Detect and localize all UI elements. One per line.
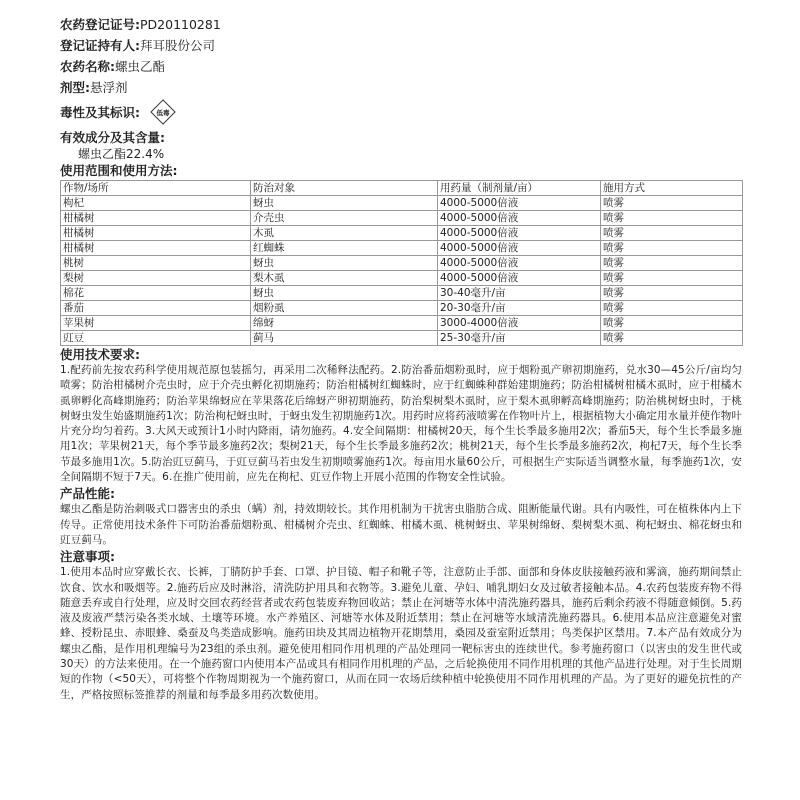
cell-crop: 柑橘树 <box>61 241 251 256</box>
table-row <box>61 301 743 316</box>
table-row <box>61 211 743 226</box>
cell-method: 喷雾 <box>601 196 743 211</box>
cell-crop: 番茄 <box>61 301 251 316</box>
cell-method: 喷雾 <box>601 286 743 301</box>
table-row <box>61 286 743 301</box>
toxicity-row: 毒性及其标识: 低毒 <box>60 98 742 126</box>
table-row <box>61 271 743 286</box>
cell-target: 蚜虫 <box>251 196 438 211</box>
cell-crop: 枸杞 <box>61 196 251 211</box>
table-row <box>61 331 743 346</box>
performance-text: 螺虫乙酯是防治刺吸式口器害虫的杀虫（螨）剂，持效期较长。其作用机制为干扰害虫脂肪合成、阻断能量代谢。具有内吸性，可在植株体内上下传导。正常使用技术条件下可防治番茄烟粉虱、柑橘树介壳虫、红蜘蛛、柑橘木虱、桃树蚜虫、苹果树绵蚜、梨树梨木虱、枸杞蚜虫、棉花蚜虫和豇豆蓟马。 <box>60 503 742 546</box>
cell-method: 喷雾 <box>601 211 743 226</box>
cell-crop: 棉花 <box>61 286 251 301</box>
cell-dosage: 4000-5000倍液 <box>438 226 601 241</box>
performance-title: 产品性能: <box>60 486 115 502</box>
header-crop: 作物/场所 <box>61 181 251 196</box>
cell-crop: 豇豆 <box>61 331 251 346</box>
table-row <box>61 256 743 271</box>
cell-dosage: 30-40毫升/亩 <box>438 286 601 301</box>
cell-target: 蚜虫 <box>251 256 438 271</box>
cell-method: 喷雾 <box>601 331 743 346</box>
pesticide-name: 农药名称:螺虫乙酯 <box>60 59 166 74</box>
cell-target: 绵蚜 <box>251 316 438 331</box>
header-method: 施用方式 <box>601 181 743 196</box>
precautions-title: 注意事项: <box>60 549 115 565</box>
cell-target: 蓟马 <box>251 331 438 346</box>
cell-dosage: 4000-5000倍液 <box>438 211 601 226</box>
header-dosage: 用药量（制剂量/亩） <box>438 181 601 196</box>
cell-dosage: 4000-5000倍液 <box>438 241 601 256</box>
table-row <box>61 196 743 211</box>
cell-target: 蚜虫 <box>251 286 438 301</box>
header-target: 防治对象 <box>251 181 438 196</box>
label-document <box>60 14 742 703</box>
cell-dosage: 4000-5000倍液 <box>438 271 601 286</box>
registration-number: 农药登记证号:PD20110281 <box>60 17 221 32</box>
cell-method: 喷雾 <box>601 241 743 256</box>
cell-target: 红蜘蛛 <box>251 241 438 256</box>
registration-holder: 登记证持有人:拜耳股份公司 <box>60 38 216 53</box>
table-row <box>61 241 743 256</box>
cell-target: 介壳虫 <box>251 211 438 226</box>
cell-target: 木虱 <box>251 226 438 241</box>
cell-target: 烟粉虱 <box>251 301 438 316</box>
cell-dosage: 3000-4000倍液 <box>438 316 601 331</box>
cell-crop: 柑橘树 <box>61 211 251 226</box>
cell-dosage: 4000-5000倍液 <box>438 256 601 271</box>
cell-crop: 柑橘树 <box>61 226 251 241</box>
table-row <box>61 226 743 241</box>
precautions-text: 1.使用本品时应穿戴长衣、长裤，丁腈防护手套、口罩、护目镜、帽子和靴子等，注意防止手部、面部和身体皮肤接触药液和雾滴，施药期间禁止饮食、饮水和吸烟等。2.施药后应及时淋浴，清洗防护用具和衣物等。3.避免儿童、孕妇、哺乳期妇女及过敏者接触本品。4.农药包装废弃物不得随意丢弃或自行处理，应及时交回农药经营者或农药包装废弃物回收站；禁止在河塘等水体中清洗施药器具，施药后剩余药液不得随意倾倒。5.药液及废液严禁污染各类水域、土壤等环境。水产养殖区、河塘等水体及附近禁用；禁止在河塘等水域清洗施药器具。6.使用本品应注意避免对蜜蜂、授粉昆虫、赤眼蜂、桑蚕及鸟类造成影响。施药田块及其周边植物开花期禁用，桑园及蚕室附近禁用；鸟类保护区禁用。7.本产品有效成分为螺虫乙酯，是作用机理编号为23组的杀虫剂。避免使用相同作用机理的产品处理同一靶标害虫的连续世代。参考施药窗口（以害虫的发生世代或30天）的方法来使用。在一个施药窗口内使用本产品或具有相同作用机理的产品，之后轮换使用不同作用机理的其他产品进行处理。对于生长周期短的作物（<50天），可将整个作物周期视为一个施药窗口，从而在同一农场后续种植中轮换使用不同作用机理的产品。为了更好的避免抗性的产生，严格按照标签推荐的剂量和每季最多用药次数使用。 <box>60 566 742 701</box>
usage-title: 使用范围和使用方法: <box>60 163 178 178</box>
technical-text: 1.配药前先按农药科学使用规范原包装摇匀，再采用二次稀释法配药。2.防治番茄烟粉虱时，应于烟粉虱产卵初期施药，兑水30—45公斤/亩均匀喷雾；防治柑橘树介壳虫时，应于介壳虫孵化初期施药；防治柑橘树红蜘蛛时，应于红蜘蛛种群始建期施药；防治柑橘树柑橘木虱时，应于柑橘木虱卵孵化高峰期施药；防治苹果绵蚜应在苹果落花后绵蚜产卵初期施药，防治梨树梨木虱时，应于梨木虱卵孵高峰期施药；防治桃树蚜虫时，于桃树蚜虫发生始盛期施药1次；防治枸杞蚜虫时，于蚜虫发生初期施药1次。用药时应将药液喷雾在作物叶片上，根据植物大小确定用水量并使作物叶片充分均匀着药。3.大风天或预计1小时内降雨，请勿施药。4.安全间隔期：柑橘树20天，每个生长季最多施用2次；番茄5天，每个生长季最多施用1次；苹果树21天，每个季节最多施药2次；梨树21天，每个生长季最多施药2次；桃树21天，每个生长季最多施药2次，枸杞7天，每个生长季节最多施用1次。5.防治豇豆蓟马，于豇豆蓟马若虫发生初期喷雾施药1次。每亩用水量60公斤，可根据生产实际适当调整水量，每季施药1次，安全间隔期不短于7天。6.在推广使用前，应先在枸杞、豇豆作物上开展小范围的作物安全性试验。 <box>60 364 742 484</box>
cell-method: 喷雾 <box>601 226 743 241</box>
formulation: 剂型:悬浮剂 <box>60 80 128 95</box>
cell-method: 喷雾 <box>601 316 743 331</box>
cell-crop: 桃树 <box>61 256 251 271</box>
usage-table <box>60 180 743 346</box>
cell-dosage: 25-30毫升/亩 <box>438 331 601 346</box>
technical-title: 使用技术要求: <box>60 347 140 362</box>
cell-dosage: 20-30毫升/亩 <box>438 301 601 316</box>
toxicity-diamond-icon: 低毒 <box>150 99 175 124</box>
cell-method: 喷雾 <box>601 301 743 316</box>
table-row <box>61 316 743 331</box>
usage-table-header-row <box>61 181 743 196</box>
cell-method: 喷雾 <box>601 271 743 286</box>
active-ingredient-title: 有效成分及其含量: <box>60 130 165 145</box>
cell-dosage: 4000-5000倍液 <box>438 196 601 211</box>
cell-crop: 苹果树 <box>61 316 251 331</box>
cell-crop: 梨树 <box>61 271 251 286</box>
cell-target: 梨木虱 <box>251 271 438 286</box>
cell-method: 喷雾 <box>601 256 743 271</box>
active-ingredient-value: 螺虫乙酯22.4% <box>78 147 165 161</box>
